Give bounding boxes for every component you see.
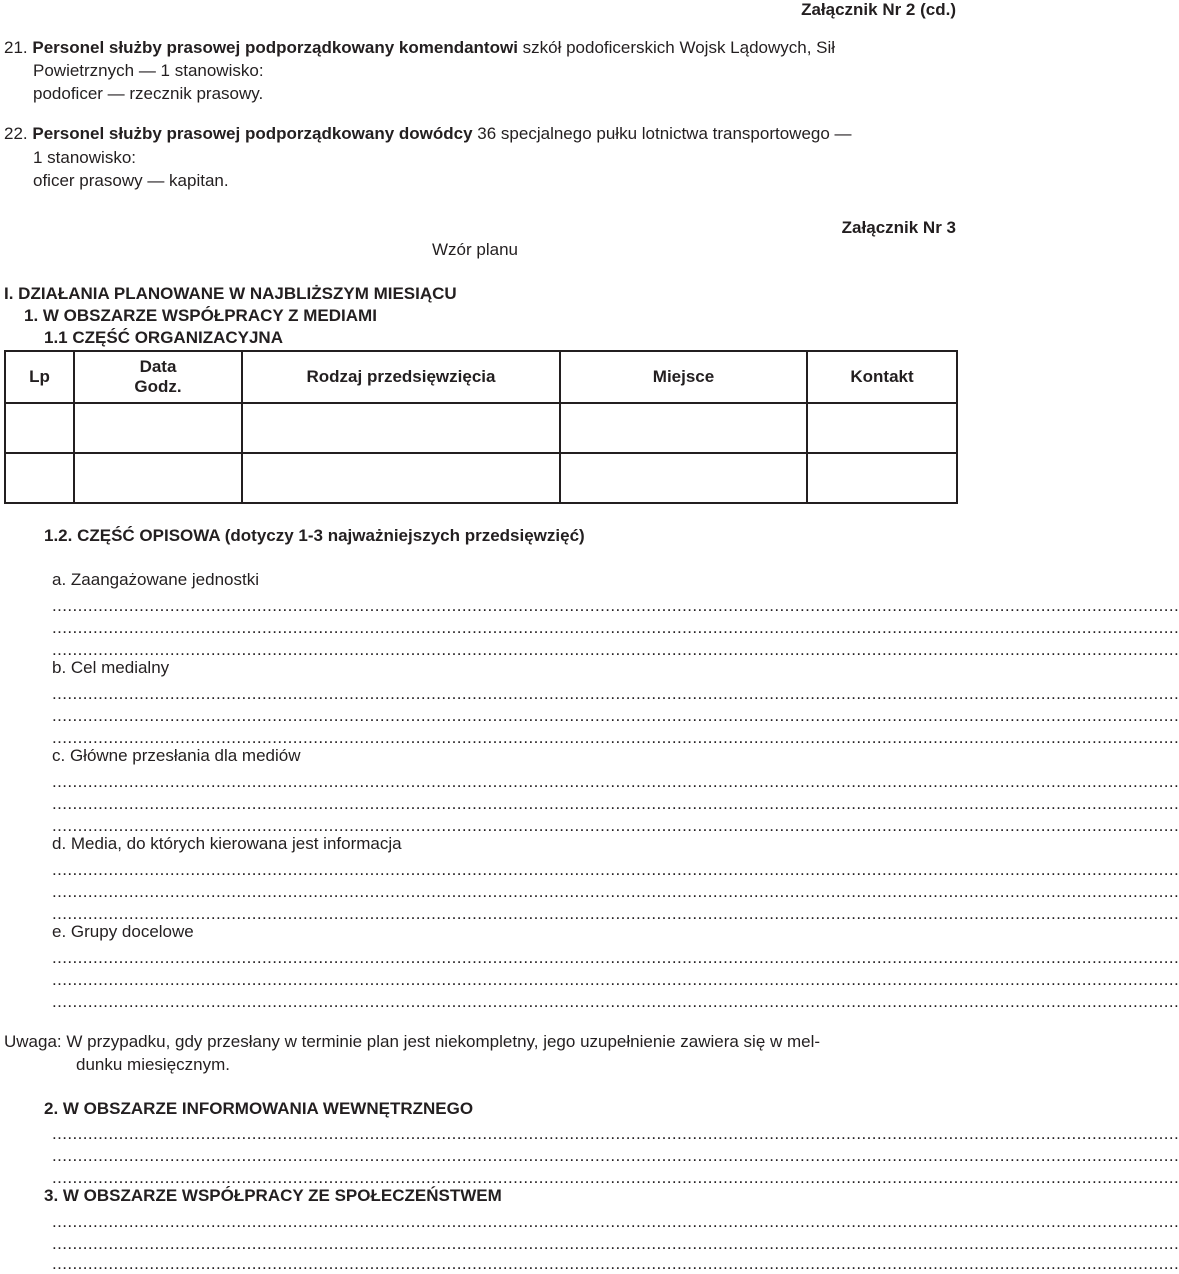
item-21-line-1 (4, 38, 835, 58)
fill-line[interactable]: ............................................................................................................................................................................................................................ (52, 948, 1179, 967)
table-row (5, 403, 957, 453)
table-cell[interactable] (560, 453, 807, 503)
section-3-heading: 3. W OBSZARZE WSPÓŁPRACY ZE SPOŁECZEŃSTWEM (44, 1186, 502, 1205)
fill-line[interactable]: ............................................................................................................................................................................................................................ (52, 684, 1179, 703)
field-label-b: b. Cel medialny (52, 658, 170, 677)
section-1-1-heading: 1.1 CZĘŚĆ ORGANIZACYJNA (44, 328, 283, 347)
template-title: Wzór planu (432, 240, 518, 259)
fill-line[interactable]: ............................................................................................................................................................................................................................ (52, 1124, 1179, 1143)
header-godz: Godz. (134, 377, 182, 396)
item-21-line-3: podoficer — rzecznik prasowy. (33, 84, 264, 103)
fill-line[interactable]: ............................................................................................................................................................................................................................ (52, 816, 1179, 835)
field-label-a: a. Zaangażowane jednostki (52, 570, 259, 589)
table-cell[interactable] (560, 403, 807, 453)
header-rodzaj: Rodzaj przedsięwzięcia (242, 351, 560, 403)
item-22-line-3: oficer prasowy — kapitan. (33, 171, 229, 190)
organizational-table (4, 350, 958, 504)
table-header-row (5, 351, 957, 403)
field-label-c: c. Główne przesłania dla mediów (52, 746, 301, 765)
fill-line[interactable]: ............................................................................................................................................................................................................................ (52, 596, 1179, 615)
fill-line[interactable]: ............................................................................................................................................................................................................................ (52, 618, 1179, 637)
section-1-heading: 1. W OBSZARZE WSPÓŁPRACY Z MEDIAMI (24, 306, 377, 325)
header-lp: Lp (5, 351, 74, 403)
table-cell[interactable] (5, 453, 74, 503)
fill-line[interactable]: ............................................................................................................................................................................................................................ (52, 1168, 1179, 1187)
fill-line[interactable]: ............................................................................................................................................................................................................................ (52, 706, 1179, 725)
fill-line[interactable]: ............................................................................................................................................................................................................................ (52, 728, 1179, 747)
section-2-heading: 2. W OBSZARZE INFORMOWANIA WEWNĘTRZNEGO (44, 1099, 474, 1118)
item-21-line-2: Powietrznych — 1 stanowisko: (33, 61, 264, 80)
note-line-1: Uwaga: W przypadku, gdy przesłany w terminie plan jest niekompletny, jego uzupełnienie zawiera się w mel- (4, 1032, 821, 1051)
table-row (5, 453, 957, 503)
note-line-2: dunku miesięcznym. (76, 1055, 231, 1074)
header-kontakt: Kontakt (807, 351, 957, 403)
item-22-bold-text: Personel służby prasowej podporządkowany dowódcy (32, 124, 473, 143)
fill-line[interactable]: ............................................................................................................................................................................................................................ (52, 772, 1179, 791)
fill-line[interactable]: ............................................................................................................................................................................................................................ (52, 860, 1179, 879)
field-label-e: e. Grupy docelowe (52, 922, 194, 941)
table-cell[interactable] (242, 403, 560, 453)
field-label-d: d. Media, do których kierowana jest informacja (52, 834, 402, 853)
fill-line[interactable]: ............................................................................................................................................................................................................................ (52, 1254, 1179, 1273)
header-data-godz (74, 351, 242, 403)
fill-line[interactable]: ............................................................................................................................................................................................................................ (52, 1212, 1179, 1231)
annex-2-header: Załącznik Nr 2 (cd.) (801, 0, 956, 19)
header-data: Data (139, 357, 177, 376)
fill-line[interactable]: ............................................................................................................................................................................................................................ (52, 794, 1179, 813)
table-cell[interactable] (807, 403, 957, 453)
fill-line[interactable]: ............................................................................................................................................................................................................................ (52, 1146, 1179, 1165)
fill-line[interactable]: ............................................................................................................................................................................................................................ (52, 904, 1179, 923)
fill-line[interactable]: ............................................................................................................................................................................................................................ (52, 1234, 1179, 1253)
fill-line[interactable]: ............................................................................................................................................................................................................................ (52, 992, 1179, 1011)
table-cell[interactable] (5, 403, 74, 453)
table-cell[interactable] (74, 453, 242, 503)
table-cell[interactable] (74, 403, 242, 453)
item-21-text: szkół podoficerskich Wojsk Lądowych, Sił (517, 38, 836, 57)
section-1-2-heading: 1.2. CZĘŚĆ OPISOWA (dotyczy 1-3 najważniejszych przedsięwzięć) (44, 526, 585, 545)
item-22-text: 36 specjalnego pułku lotnictwa transportowego — (472, 124, 852, 143)
fill-line[interactable]: ............................................................................................................................................................................................................................ (52, 640, 1179, 659)
fill-line[interactable]: ............................................................................................................................................................................................................................ (52, 970, 1179, 989)
header-miejsce: Miejsce (560, 351, 807, 403)
item-22-line-2: 1 stanowisko: (33, 148, 136, 167)
item-22-number: 22. (4, 124, 28, 143)
item-21-bold-text: Personel służby prasowej podporządkowany komendantowi (32, 38, 518, 57)
item-21-number: 21. (4, 38, 28, 57)
fill-line[interactable]: ............................................................................................................................................................................................................................ (52, 882, 1179, 901)
table-cell[interactable] (807, 453, 957, 503)
table-cell[interactable] (242, 453, 560, 503)
section-I-heading: I. DZIAŁANIA PLANOWANE W NAJBLIŻSZYM MIESIĄCU (4, 284, 457, 303)
item-22-line-1 (4, 124, 852, 144)
annex-3-header: Załącznik Nr 3 (841, 218, 956, 237)
